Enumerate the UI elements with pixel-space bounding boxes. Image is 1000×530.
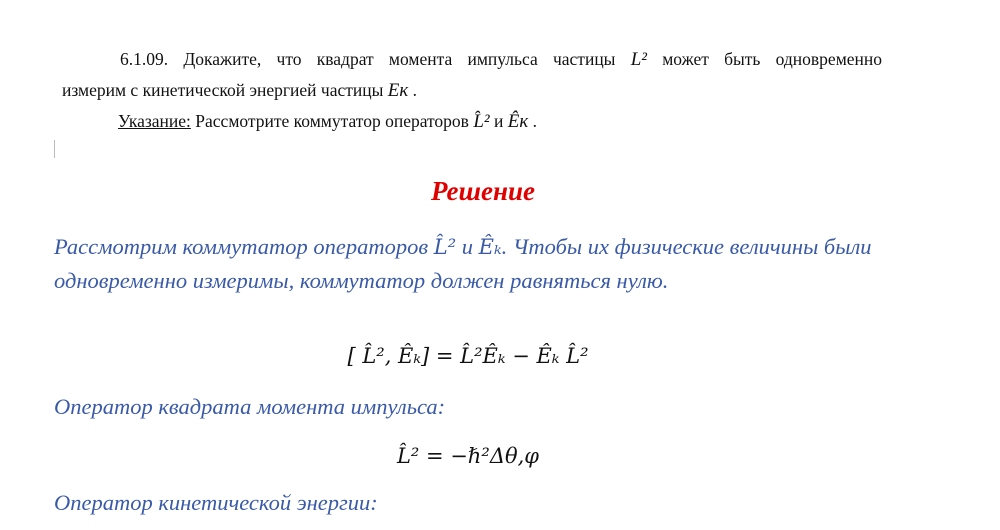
solution-paragraph-2: Оператор квадрата момента импульса:	[54, 394, 446, 419]
solution-heading: Решение	[431, 176, 535, 206]
commutator-formula: [ L̂², Êₖ] = L̂²Êₖ − Êₖ L̂²	[347, 344, 589, 368]
problem-line-2	[62, 75, 882, 106]
hint-text: Рассмотрите коммутатор операторов	[195, 111, 469, 131]
solution-paragraph-1	[54, 230, 894, 298]
l2-symbol: L²	[630, 49, 647, 70]
problem-text-2: измерим с кинетической энергией частицы	[62, 80, 384, 100]
hint-label: Указание:	[118, 111, 191, 131]
para1-text: Рассмотрим коммутатор операторов	[54, 234, 429, 259]
l2-operator-formula: L̂² = −ℏ²Δθ,φ	[396, 444, 540, 468]
hint-ek-symbol: Êк	[507, 111, 529, 132]
problem-line-1	[62, 44, 882, 75]
solution-paragraph-3: Оператор кинетической энергии:	[54, 490, 378, 515]
para1-rest: . Чтобы их физические величины были одновременно измеримы, коммутатор должен равняться нулю.	[54, 234, 872, 293]
para1-ek-symbol: Êₖ	[478, 235, 502, 259]
hint-and: и	[493, 111, 504, 131]
para1-l2-symbol: L̂²	[433, 235, 457, 259]
hint-line	[118, 111, 537, 133]
ek-symbol: Eк	[387, 80, 409, 101]
text-cursor-mark	[54, 140, 55, 158]
problem-text-1: 6.1.09. Докажите, что квадрат момента импульса частицы	[120, 49, 616, 69]
problem-statement	[62, 44, 882, 106]
para1-and: и	[461, 234, 473, 259]
hint-end: .	[532, 111, 537, 131]
problem-text-1-end: может быть одновременно	[662, 49, 883, 69]
hint-l2-symbol: L̂²	[473, 111, 490, 132]
problem-text-2-end: .	[412, 80, 418, 100]
